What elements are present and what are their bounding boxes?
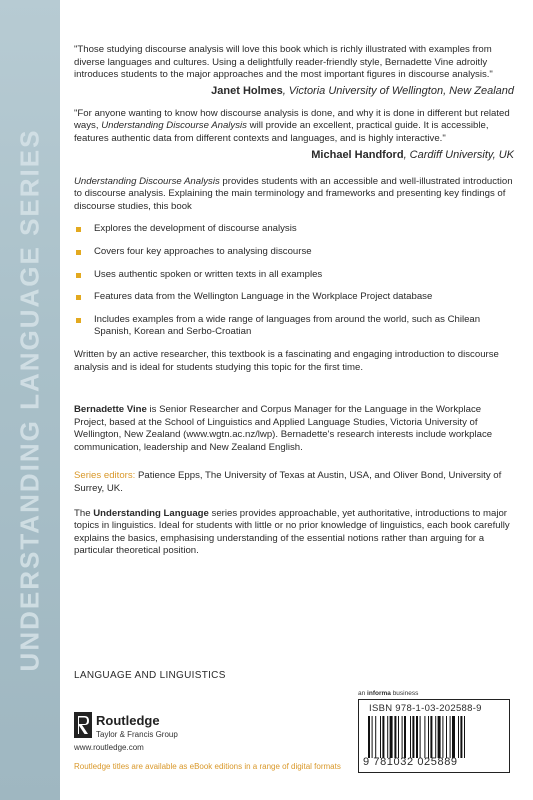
barcode-bar — [460, 716, 462, 758]
barcode-bar — [446, 716, 447, 758]
barcode-bar — [420, 716, 421, 758]
written-by-paragraph: Written by an active researcher, this textbook is a fascinating and engaging introduction to discourse analysis and is ideal for students studying this topic for the first time. — [74, 348, 499, 373]
quote-1-name: Janet Holmes — [211, 84, 283, 97]
feature-item: Uses authentic spoken or written texts in all examples — [74, 269, 514, 282]
quote-1-text: "Those studying discourse analysis will love this book which is richly illustrated with examples from diverse languages and cultures. Using a delightfully reader-friendly style, Bernadette Vine adroitly introduces students to the major approaches and the most important figures in discourse analysis." — [74, 44, 493, 81]
author-name: Bernadette Vine — [74, 404, 147, 416]
barcode-bar — [430, 716, 432, 758]
barcode-bar — [380, 716, 381, 758]
barcode-bar — [450, 716, 451, 758]
series-description: The Understanding Language series provides approachable, yet authoritative, introductions to major topics in linguistics. Ideal for students with little or no prior knowledge of linguistics, each book carefully explains the basics, emphasising understanding of the essential notions rather than arguing for a particular theoretical position. — [74, 507, 510, 557]
isbn-number: ISBN 978-1-03-202588-9 — [369, 703, 482, 714]
barcode-bar — [410, 716, 411, 758]
subject-category: LANGUAGE AND LINGUISTICS — [74, 670, 226, 681]
feature-list — [74, 223, 514, 339]
feature-item: Covers four key approaches to analysing discourse — [74, 246, 514, 259]
barcode-bar — [382, 716, 384, 758]
quote-2-attribution — [74, 149, 514, 162]
barcode-digits: 9 781032 025889 — [363, 756, 458, 768]
publisher-tagline: Taylor & Francis Group — [96, 730, 178, 739]
barcode-bars — [367, 716, 501, 758]
quote-2-affiliation: , Cardiff University, UK — [403, 148, 514, 161]
publisher-url[interactable]: www.routledge.com — [74, 743, 144, 752]
routledge-r-icon — [74, 712, 92, 738]
barcode-bar — [416, 716, 418, 758]
barcode-bar — [452, 716, 455, 758]
barcode-bar — [412, 716, 414, 758]
ebook-note: Routledge titles are available as eBook editions in a range of digital formats — [74, 762, 341, 771]
book-description: Understanding Discourse Analysis provides students with an accessible and well-illustrated introduction to discourse analysis. Explaining the main terminology and frameworks and presenting key findings of discourse studies, this book — [74, 175, 513, 212]
barcode-bar — [438, 716, 441, 758]
publisher-name: Routledge — [96, 713, 160, 728]
barcode-bar — [368, 716, 370, 758]
barcode-bar — [428, 716, 429, 758]
author-bio: Bernadette Vine is Senior Researcher and Corpus Manager for the Language in the Workplace Project, based at the School of Linguistics and Applied Language Studies, Victoria University of Wellington, New Zealand (www.wgtn.ac.nz/lwp). Bernadette's research interests include workplace communication, leadership and New Zealand English. — [74, 404, 493, 453]
endorsement-quote-1 — [74, 44, 514, 98]
barcode-bar — [442, 716, 443, 758]
barcode-bar — [424, 716, 425, 758]
feature-item: Includes examples from a wide range of languages from around the world, such as Chilean Spanish, Korean and Serbo-Croatian — [74, 314, 514, 339]
barcode-bar — [372, 716, 373, 758]
barcode-bar — [435, 716, 436, 758]
series-spine-title: UNDERSTANDING LANGUAGE SERIES — [14, 128, 45, 672]
quote-2-name: Michael Handford — [311, 148, 404, 161]
back-cover-content — [74, 44, 514, 558]
barcode-bar — [375, 716, 376, 758]
quote-1-attribution — [74, 85, 514, 98]
series-editors-label: Series editors: — [74, 470, 136, 482]
barcode-bar — [387, 716, 388, 758]
barcode-bar — [464, 716, 465, 758]
barcode-bar — [458, 716, 459, 758]
quote-2-text: "For anyone wanting to know how discourse analysis is done, and why it is done in different but related ways, Understanding Discourse Analysis will provide an excellent, practical guide. It is accessible, features authentic data from different contexts and languages, and is highly interactive." — [74, 107, 510, 144]
quote-1-affiliation: , Victoria University of Wellington, New Zealand — [282, 84, 514, 97]
spine-panel — [0, 0, 60, 800]
feature-item: Features data from the Wellington Language in the Workplace Project database — [74, 291, 514, 304]
barcode-bar — [394, 716, 396, 758]
informa-business-line: an informa business — [358, 690, 419, 697]
series-editors: Series editors: Patience Epps, The University of Texas at Austin, USA, and Oliver Bond, University of Surrey, UK. — [74, 470, 502, 495]
barcode-bar — [402, 716, 403, 758]
barcode-bar — [390, 716, 393, 758]
isbn-barcode — [358, 699, 510, 773]
barcode-bar — [404, 716, 406, 758]
barcode-bar — [398, 716, 399, 758]
feature-item: Explores the development of discourse analysis — [74, 223, 514, 236]
endorsement-quote-2 — [74, 108, 514, 162]
